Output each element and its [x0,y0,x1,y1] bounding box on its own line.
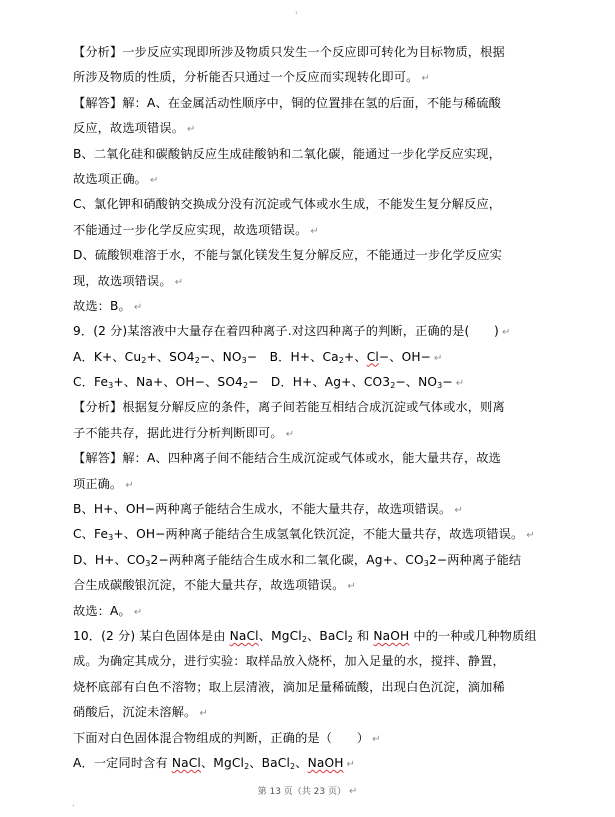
paragraph-mark-icon: ↵ [199,708,208,720]
page-corner-mark-bottom: . [72,799,75,809]
paragraph-mark-icon: ↵ [346,758,356,770]
paragraph-mark-icon: ↵ [187,124,196,136]
paragraph-mark-icon: ↵ [133,301,143,313]
text-line: D、硫酸钡难溶于水，不能与氯化镁发生复分解反应，不能通过一步化学反应实 [73,248,503,263]
text-line: D、H+、$CO_32-$两种离子能结合生成水和二氧化碳，Ag+、$CO_32-$两种离子能结 [73,552,522,568]
text-line: 不能通过一步化学反应实现，故选项错误。 ↵ [73,222,319,237]
text-line: 合生成碳酸银沉淀，不能大量共存，故选项错误。 ↵ [73,578,356,593]
paragraph-mark-icon: ↵ [434,352,443,364]
question-9-stem: 9．(2 分)某溶液中大量存在着四种离子.对这四种离子的判断，正确的是( ) ↵ [73,324,511,339]
page-footer [0,784,615,797]
paragraph-mark-icon: ↵ [310,225,319,237]
text-line: 项正确。 ↵ [73,476,134,491]
text-line: 【解答】解：A、四种离子间不能结合生成沉淀或气体或水，能大量共存，故选 [73,451,501,466]
paragraph-mark-icon: ↵ [421,73,430,85]
question-9-options-ab: A．K+、$Cu_2+$、$SO4_2-$、$NO_3-$ B．H+、$Ca_2+$、Cl−、OH− ↵ [73,349,443,365]
paragraph-mark-icon: ↵ [348,786,358,797]
text-line: 故选项正确。 ↵ [73,171,159,186]
text-line: 烧杯底部有白色不溶物；取上层清液，滴加足量稀硫酸，出现白色沉淀，滴加稀 [73,679,505,694]
text-line: 反应，故选项错误。 ↵ [73,121,196,136]
text-line: 故选：A。 ↵ [73,603,143,618]
paragraph-mark-icon: ↵ [174,276,184,288]
page-number: 第 13 页（共 23 页） [257,787,346,797]
paragraph-mark-icon: ↵ [133,606,143,618]
text-line: 故选：B。 ↵ [73,298,143,313]
paragraph-mark-icon: ↵ [347,581,356,593]
text-line: 子不能共存，据此进行分析判断即可。 ↵ [73,425,295,440]
text-line: 成。为确定其成分，进行实验：取样品放入烧杯，加入足量的水，搅拌、静置， [73,654,505,669]
text-line: 【分析】一步反应实现即所涉及物质只发生一个反应即可转化为目标物质，根据 [73,45,505,59]
question-9-options-cd: C．$Fe_3+$、Na+、OH−、$SO4_2-$ D．H+、Ag+、$CO3_2-$、$NO_3-$ ↵ [73,375,465,391]
paragraph-mark-icon: ↵ [526,530,535,542]
text-line: 硝酸后，沉淀未溶解。 ↵ [73,705,208,720]
paragraph-mark-icon: ↵ [501,327,511,339]
paragraph-mark-icon: ↵ [150,174,159,186]
text-line: B、二氧化硅和碳酸钠反应生成硅酸钠和二氧化碳，能通过一步化学反应实现， [73,146,501,161]
text-line: 下面对白色固体混合物组成的判断，正确的是（ ） ↵ [73,730,381,745]
text-line: 现，故选项错误。 ↵ [73,273,184,288]
paragraph-mark-icon: ↵ [455,378,465,390]
text-line: C、$Fe_3+$、OH−两种离子能结合生成氢氧化铁沉淀，不能大量共存，故选项错误。 ↵ [73,527,535,543]
text-line: 【解答】解：A、在金属活动性顺序中，铜的位置排在氢的后面，不能与稀硫酸 [73,95,501,110]
paragraph-mark-icon: ↵ [454,505,463,517]
text-line: C、氯化钾和硝酸钠交换成分没有沉淀或气体或水生成，不能发生复分解反应， [73,197,502,212]
paragraph-mark-icon: ↵ [125,479,134,491]
document-body [73,40,551,776]
paragraph-mark-icon: ↵ [285,428,295,440]
paragraph-mark-icon: ↵ [372,733,381,745]
text-line: 所涉及物质的性质，分析能否只通过一个反应而实现转化即可。 ↵ [73,70,430,85]
question-10-option-a: A．一定同时含有 NaCl、MgCl$_2$、BaCl$_2$、NaOH ↵ [73,755,356,771]
text-line: 【分析】根据复分解反应的条件，离子间若能互相结合成沉淀或气体或水，则离 [73,400,505,415]
text-line: B、H+、OH−两种离子能结合生成水，不能大量共存，故选项错误。 ↵ [73,502,463,517]
page-corner-mark-top: ' [295,11,298,21]
question-10-stem: 10．(2 分) 某白色固体是由 NaCl、MgCl$_2$、BaCl$_2$ 和 NaOH 中的一种或几种物质组 [73,628,537,644]
